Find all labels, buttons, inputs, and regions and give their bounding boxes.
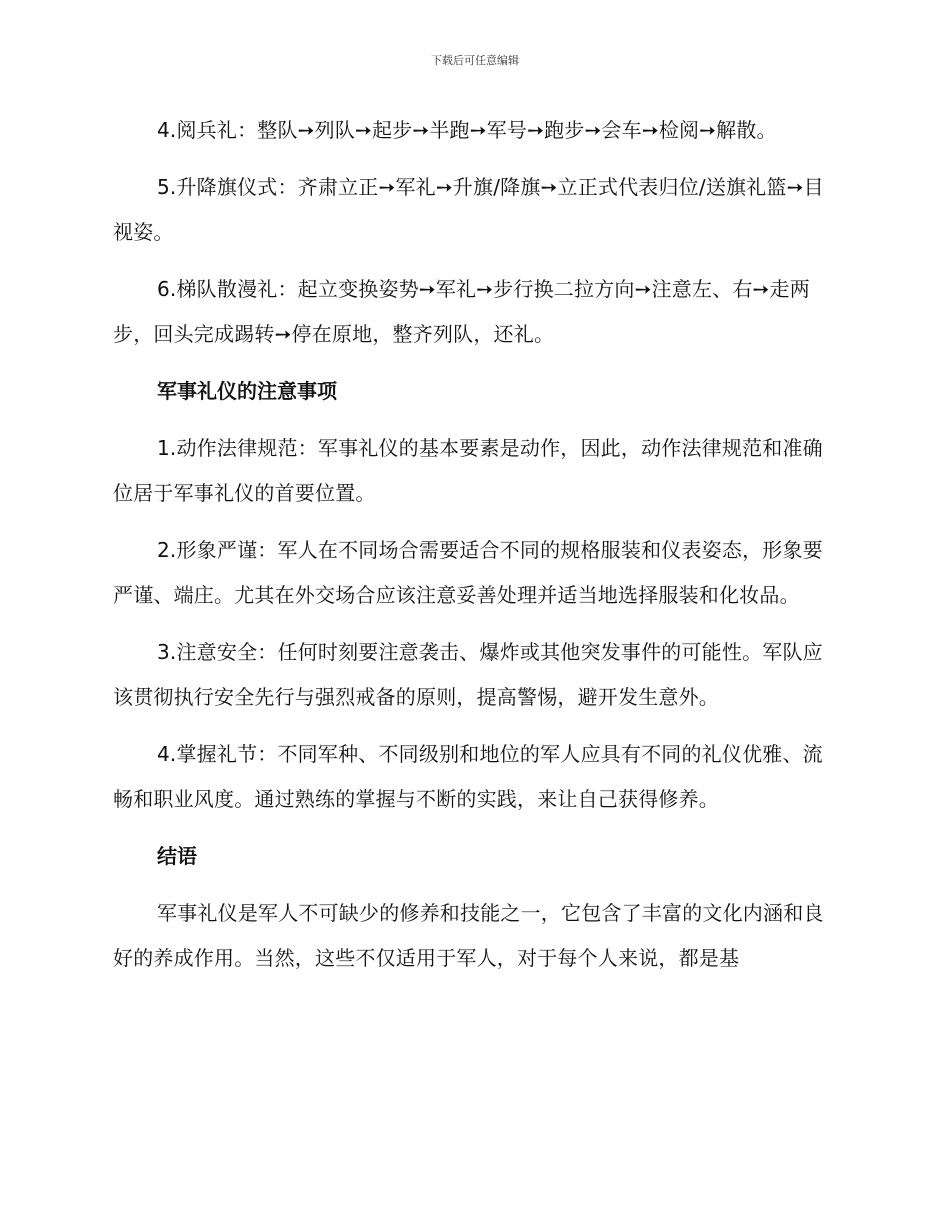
paragraph-image-rigor: 2.形象严谨：军人在不同场合需要适合不同的规格服装和仪表姿态，形象要严谨、端庄。尤其在外交场合应该注意妥善处理并适当地选择服装和化妆品。 bbox=[113, 538, 823, 607]
section-heading-conclusion: 结语 bbox=[157, 844, 197, 868]
paragraph-flag-ceremony: 5.升降旗仪式：齐肃立正➙军礼➙升旗/降旗➙立正式代表归位/送旗礼篮➙目视姿。 bbox=[113, 175, 824, 244]
paragraph-etiquette: 4.掌握礼节：不同军种、不同级别和地位的军人应具有不同的礼仪优雅、流畅和职业风度。通过熟练的掌握与不断的实践，来让自己获得修养。 bbox=[113, 742, 823, 811]
paragraph-safety: 3.注意安全：任何时刻要注意袭击、爆炸或其他突发事件的可能性。军队应该贯彻执行安全先行与强烈戒备的原则，提高警惕，避开发生意外。 bbox=[113, 640, 823, 709]
document-body bbox=[113, 108, 835, 993]
paragraph-action-norms: 1.动作法律规范：军事礼仪的基本要素是动作，因此，动作法律规范和准确位居于军事礼仪的首要位置。 bbox=[113, 436, 823, 505]
section-heading-precautions: 军事礼仪的注意事项 bbox=[157, 379, 337, 403]
paragraph-conclusion: 军事礼仪是军人不可缺少的修养和技能之一，它包含了丰富的文化内涵和良好的养成作用。当然，这些不仅适用于军人，对于每个人来说，都是基 bbox=[113, 901, 824, 970]
paragraph-parade-ceremony: 4.阅兵礼：整队➙列队➙起步➙半跑➙军号➙跑步➙会车➙检阅➙解散。 bbox=[157, 118, 777, 142]
page-header: 下载后可任意编辑 bbox=[431, 54, 519, 67]
paragraph-echelon-salute: 6.梯队散漫礼：起立变换姿势➙军礼➙步行换二拉方向➙注意左、右➙走两步，回头完成踢转➙停在原地，整齐列队，还礼。 bbox=[113, 277, 810, 346]
